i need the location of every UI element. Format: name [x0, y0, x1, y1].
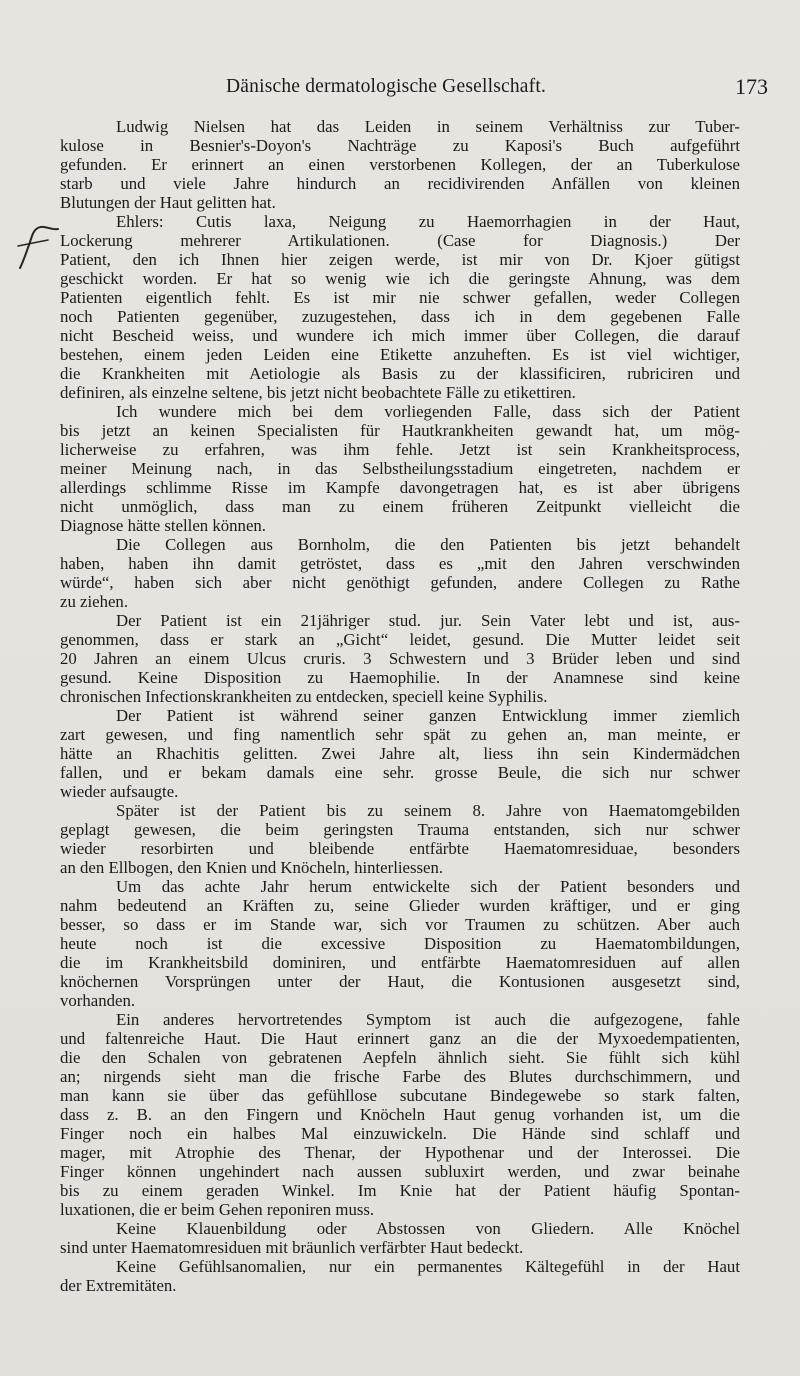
- text-line: an; nirgends sieht man die frische Farbe des Blutes durchschimmern, und: [60, 1067, 740, 1086]
- text-line: gefunden. Er erinnert an einen verstorbenen Kollegen, der an Tuberkulose: [60, 155, 740, 174]
- text-line: starb und viele Jahre hindurch an recidivirenden Anfällen von kleinen: [60, 174, 740, 193]
- text-line: dass z. B. an den Fingern und Knöcheln Haut genug vorhanden ist, um die: [60, 1105, 740, 1124]
- text-line: hätte an Rhachitis gelitten. Zwei Jahre alt, liess ihn sein Kindermädchen: [60, 744, 740, 763]
- paragraph: [60, 212, 740, 402]
- paragraph: [60, 801, 740, 877]
- body-text: [60, 117, 740, 1295]
- text-line: zu ziehen.: [60, 592, 129, 611]
- text-line: bis jetzt an keinen Specialisten für Hautkrankheiten gewandt hat, um mög-: [60, 421, 740, 440]
- text-line: und faltenreiche Haut. Die Haut erinnert ganz an die der Myxoedempatienten,: [60, 1029, 740, 1048]
- text-line: würde“, haben sich aber nicht genöthigt gefunden, andere Collegen zu Rathe: [60, 573, 740, 592]
- text-line: genommen, dass er stark an „Gicht“ leidet, gesund. Die Mutter leidet seit: [60, 630, 740, 649]
- text-line: licherweise zu erfahren, was ihm fehle. Jetzt ist sein Krankheitsprocess,: [60, 440, 740, 459]
- paragraph: [60, 706, 740, 801]
- text-line: Patienten eigentlich fehlt. Es ist mir nie schwer gefallen, weder Collegen: [60, 288, 740, 307]
- text-line: geschickt worden. Er hat so wenig wie ich die geringste Ahnung, was dem: [60, 269, 740, 288]
- text-line: Keine Gefühlsanomalien, nur ein permanentes Kältegefühl in der Haut: [116, 1257, 740, 1276]
- text-line: chronischen Infectionskrankheiten zu entdecken, speciell keine Syphilis.: [60, 687, 548, 706]
- running-title: Dänische dermatologische Gesellschaft.: [226, 76, 547, 97]
- text-line: Finger können ungehindert nach aussen subluxirt werden, und zwar beinahe: [60, 1162, 740, 1181]
- text-line: besser, so dass er im Stande war, sich vor Traumen zu schützen. Aber auch: [60, 915, 740, 934]
- text-line: Um das achte Jahr herum entwickelte sich der Patient besonders und: [116, 877, 740, 896]
- paragraph: [60, 535, 740, 611]
- text-line: die den Schalen von gebratenen Aepfeln ähnlich sieht. Sie fühlt sich kühl: [60, 1048, 740, 1067]
- text-line: Ludwig Nielsen hat das Leiden in seinem Verhältniss zur Tuber-: [116, 117, 740, 136]
- text-line: wieder resorbirten und bleibende entfärbte Haematomresiduae, besonders: [60, 839, 740, 858]
- text-line: Blutungen der Haut gelitten hat.: [60, 193, 276, 212]
- text-line: zart gewesen, und fing namentlich sehr spät zu gehen an, man meinte, er: [60, 725, 740, 744]
- text-line: Ehlers: Cutis laxa, Neigung zu Haemorrhagien in der Haut,: [116, 212, 740, 231]
- text-line: sind unter Haematomresiduen mit bräunlich verfärbter Haut bedeckt.: [60, 1238, 524, 1257]
- paragraph: [60, 1010, 740, 1219]
- paragraph: [60, 877, 740, 1010]
- text-line: noch Patienten gegenüber, zuzugestehen, dass ich in dem gegebenen Falle: [60, 307, 740, 326]
- text-line: bis zu einem geraden Winkel. Im Knie hat der Patient häufig Spontan-: [60, 1181, 740, 1200]
- text-line: Der Patient ist während seiner ganzen Entwicklung immer ziemlich: [116, 706, 740, 725]
- text-line: die Krankheiten mit Aetiologie als Basis zu der klassificiren, rubriciren und: [60, 364, 740, 383]
- text-line: kulose in Besnier's-Doyon's Nachträge zu Kaposi's Buch aufgeführt: [60, 136, 740, 155]
- page-number: 173: [735, 74, 768, 99]
- text-line: nicht Bescheid weiss, und wundere ich mich immer über Collegen, die darauf: [60, 326, 740, 345]
- text-line: definiren, als einzelne seltene, bis jetzt nicht beobachtete Fälle zu etikettiren.: [60, 383, 576, 402]
- text-line: luxationen, die er beim Gehen reponiren muss.: [60, 1200, 375, 1219]
- text-line: Ich wundere mich bei dem vorliegenden Falle, dass sich der Patient: [116, 402, 740, 421]
- text-line: gesund. Keine Disposition zu Haemophilie. In der Anamnese sind keine: [60, 668, 740, 687]
- text-line: Keine Klauenbildung oder Abstossen von Gliedern. Alle Knöchel: [116, 1219, 740, 1238]
- text-line: allerdings schlimme Risse im Kampfe davongetragen hat, es ist aber übrigens: [60, 478, 740, 497]
- text-line: Patient, den ich Ihnen hier zeigen werde, ist mir von Dr. Kjoer gütigst: [60, 250, 740, 269]
- text-line: fallen, und er bekam damals eine sehr. grosse Beule, die sich nur schwer: [60, 763, 740, 782]
- page-header: [0, 74, 800, 104]
- text-line: Ein anderes hervortretendes Symptom ist auch die aufgezogene, fahle: [116, 1010, 740, 1029]
- text-line: Finger noch ein halbes Mal einzuwickeln. Die Hände sind schlaff und: [60, 1124, 740, 1143]
- paragraph: [60, 611, 740, 706]
- text-line: an den Ellbogen, den Knien und Knöcheln, hinterliessen.: [60, 858, 444, 877]
- text-line: Später ist der Patient bis zu seinem 8. Jahre von Haematomgebilden: [116, 801, 740, 820]
- text-line: die im Krankheitsbild dominiren, und entfärbte Haematomresiduen auf allen: [60, 953, 740, 972]
- text-line: knöchernen Vorsprüngen unter der Haut, die Kontusionen ausgesetzt sind,: [60, 972, 740, 991]
- text-line: 20 Jahren an einem Ulcus cruris. 3 Schwestern und 3 Brüder leben und sind: [60, 649, 740, 668]
- paragraph: [60, 402, 740, 535]
- text-line: nahm bedeutend an Kräften zu, seine Glieder wurden kräftiger, und er ging: [60, 896, 740, 915]
- text-line: geplagt gewesen, die beim geringsten Trauma entstanden, sich nur schwer: [60, 820, 740, 839]
- text-line: vorhanden.: [60, 991, 136, 1010]
- text-line: mager, mit Atrophie des Thenar, der Hypothenar und der Interossei. Die: [60, 1143, 740, 1162]
- text-line: Der Patient ist ein 21jähriger stud. jur. Sein Vater lebt und ist, aus-: [116, 611, 740, 630]
- text-line: wieder aufsaugte.: [60, 782, 179, 801]
- text-line: heute noch ist die excessive Disposition zu Haematombildungen,: [60, 934, 740, 953]
- margin-check-mark-icon: [14, 222, 62, 274]
- paragraph: [60, 1219, 740, 1257]
- paragraph: [60, 1257, 740, 1295]
- text-line: man kann sie über das gefühllose subcutane Bindegewebe so stark falten,: [60, 1086, 740, 1105]
- text-line: bestehen, einem jeden Leiden eine Etikette anzuheften. Es ist viel wichtiger,: [60, 345, 740, 364]
- text-line: Lockerung mehrerer Artikulationen. (Case for Diagnosis.) Der: [60, 231, 740, 250]
- text-line: Die Collegen aus Bornholm, die den Patienten bis jetzt behandelt: [116, 535, 740, 554]
- paragraph: [60, 117, 740, 212]
- text-line: Diagnose hätte stellen können.: [60, 516, 266, 535]
- text-line: nicht unmöglich, dass man zu einem früheren Zeitpunkt vielleicht die: [60, 497, 740, 516]
- text-line: haben, haben ihn damit getröstet, dass es „mit den Jahren verschwinden: [60, 554, 740, 573]
- text-line: der Extremitäten.: [60, 1276, 177, 1295]
- text-line: meiner Meinung nach, in das Selbstheilungsstadium eingetreten, nachdem er: [60, 459, 740, 478]
